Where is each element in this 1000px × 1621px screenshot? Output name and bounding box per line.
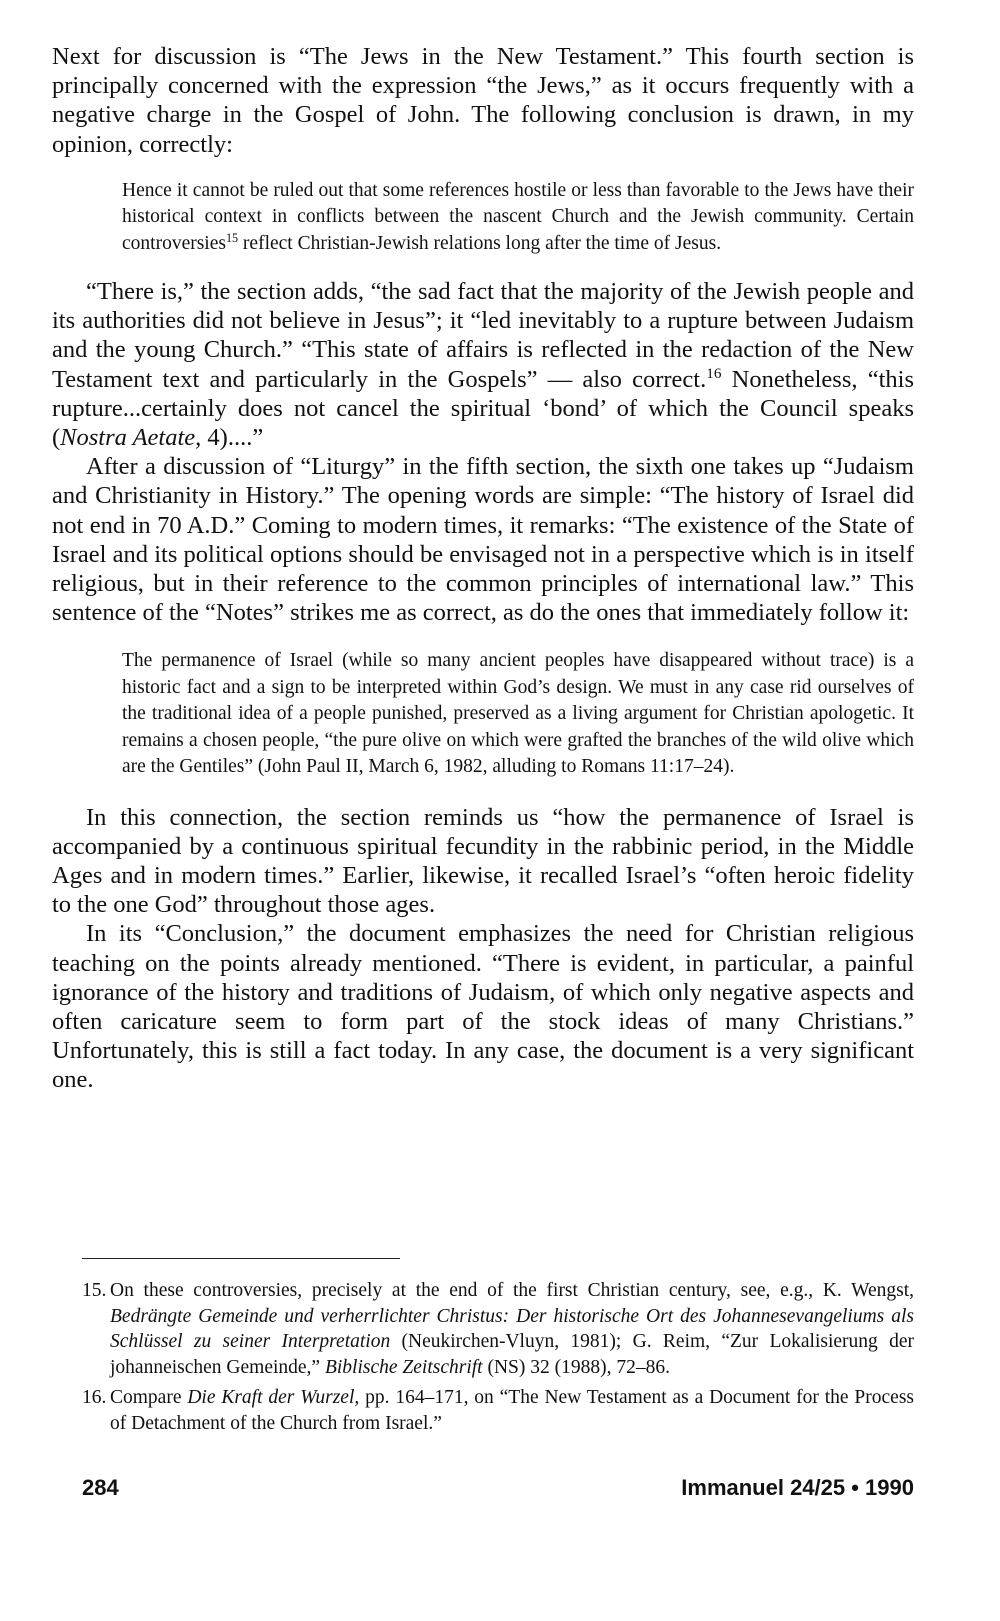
italic-text: Bedrängte Gemeinde und verherrlichter Christus: Der historische Ort des Johannesevangeliums als Schlüssel zu seiner Interpretation	[110, 1305, 914, 1353]
text-run: Nonetheless, “this rupture...certainly does not cancel the spiritual ‘bond’ of which the Council speaks (	[52, 365, 914, 452]
paragraph-2	[52, 277, 914, 452]
text-run: In this connection, the section reminds us “how the permanence of Israel is accompanied by a continuous spiritual fecundity in the rabbinic period, in the Middle Ages and in modern times.” Earlier, likewise, it recalled Israel’s “often heroic fidelity to the one God” throughout those ages.	[52, 803, 914, 919]
text-run: reflect Christian-Jewish relations long after the time of Jesus.	[238, 232, 722, 254]
text-run: Hence it cannot be ruled out that some references hostile or less than favorable to the Jews have their historical context in conflicts between the nascent Church and the Jewish community. Certain controversies	[122, 179, 914, 254]
footnote-16	[82, 1385, 914, 1436]
text-run: (NS) 32 (1988), 72–86.	[482, 1356, 670, 1378]
footnote-reference: 16	[706, 364, 722, 382]
footnote-reference: 15	[225, 230, 239, 245]
text-run: After a discussion of “Liturgy” in the fifth section, the sixth one takes up “Judaism and Christianity in History.” The opening words are simple: “The history of Israel did not end in 70 A.D.” Coming to modern times, it remarks: “The existence of the State of Israel and its political options should be envisaged not in a perspective which is in itself religious, but in their reference to the common principles of international law.” This sentence of the “Notes” strikes me as correct, as do the ones that immediately follow it:	[52, 453, 914, 627]
footnote-text	[110, 1278, 914, 1380]
footnote-text	[110, 1385, 914, 1436]
text-run: Next for discussion is “The Jews in the New Testament.” This fourth section is principally concerned with the expression “the Jews,” as it occurs frequently with a negative charge in the Gospel of John. The following conclusion is drawn, in my opinion, correctly:	[52, 43, 914, 158]
text-run: “There is,” the section adds, “the sad fact that the majority of the Jewish people and its authorities did not believe in Jesus”; it “led inevitably to a rupture between Judaism and the young Church.” “This state of affairs is reflected in the redaction of the New Testament text and particularly in the Gospels” — also correct.	[52, 278, 914, 393]
journal-citation: Immanuel 24/25 • 1990	[681, 1475, 914, 1500]
footnote-divider	[82, 1258, 400, 1259]
italic-text: Biblische Zeitschrift	[324, 1356, 483, 1378]
text-run: (Neukirchen-Vluyn, 1981); G. Reim, “Zur Lokalisierung der johanneischen Gemeinde,”	[110, 1331, 915, 1378]
text-run: In its “Conclusion,” the document emphasizes the need for Christian religious teaching on the points already mentioned. “There is evident, in particular, a painful ignorance of the history and traditions of Judaism, of which only negative aspects and often caricature seem to form part of the stock ideas of many Christians.” Unfortunately, this is still a fact today. In any case, the document is a very significant one.	[52, 920, 914, 1094]
italic-text: Nostra Aetate,	[60, 424, 202, 452]
page-body	[52, 42, 914, 1095]
text-run: The permanence of Israel (while so many ancient peoples have disappeared without trace) is a historic fact and a sign to be interpreted within God’s design. We must in any case rid ourselves of the traditional idea of a people punished, preserved as a living argument for Christian apologetic. It remains a chosen people, “the pure olive on which were grafted the branches of the wild olive which are the Gentiles” (John Paul II, March 6, 1982, alluding to Romans 11:17–24).	[122, 650, 914, 778]
text-run: pp. 164–171, on “The New Testament as a Document for the Process of Detachment of the Church from Israel.”	[110, 1387, 914, 1434]
text-run: On these controversies, precisely at the end of the first Christian century, see, e.g., K. Wengst,	[110, 1280, 914, 1301]
paragraph-4	[52, 803, 914, 920]
footnotes	[82, 1278, 914, 1442]
paragraph-1	[52, 42, 914, 159]
footnote-number: 16.	[82, 1387, 107, 1409]
text-run: Compare	[110, 1387, 188, 1409]
paragraph-5	[52, 919, 914, 1094]
footnote-15	[82, 1278, 914, 1380]
block-quote-2	[122, 648, 914, 780]
page-footer	[82, 1475, 914, 1505]
page-number: 284	[82, 1475, 119, 1500]
italic-text: Die Kraft der Wurzel,	[187, 1387, 360, 1409]
block-quote-1	[122, 178, 914, 257]
text-run: 4)....”	[201, 424, 264, 452]
paragraph-3	[52, 452, 914, 627]
footnote-number: 15.	[82, 1280, 107, 1301]
